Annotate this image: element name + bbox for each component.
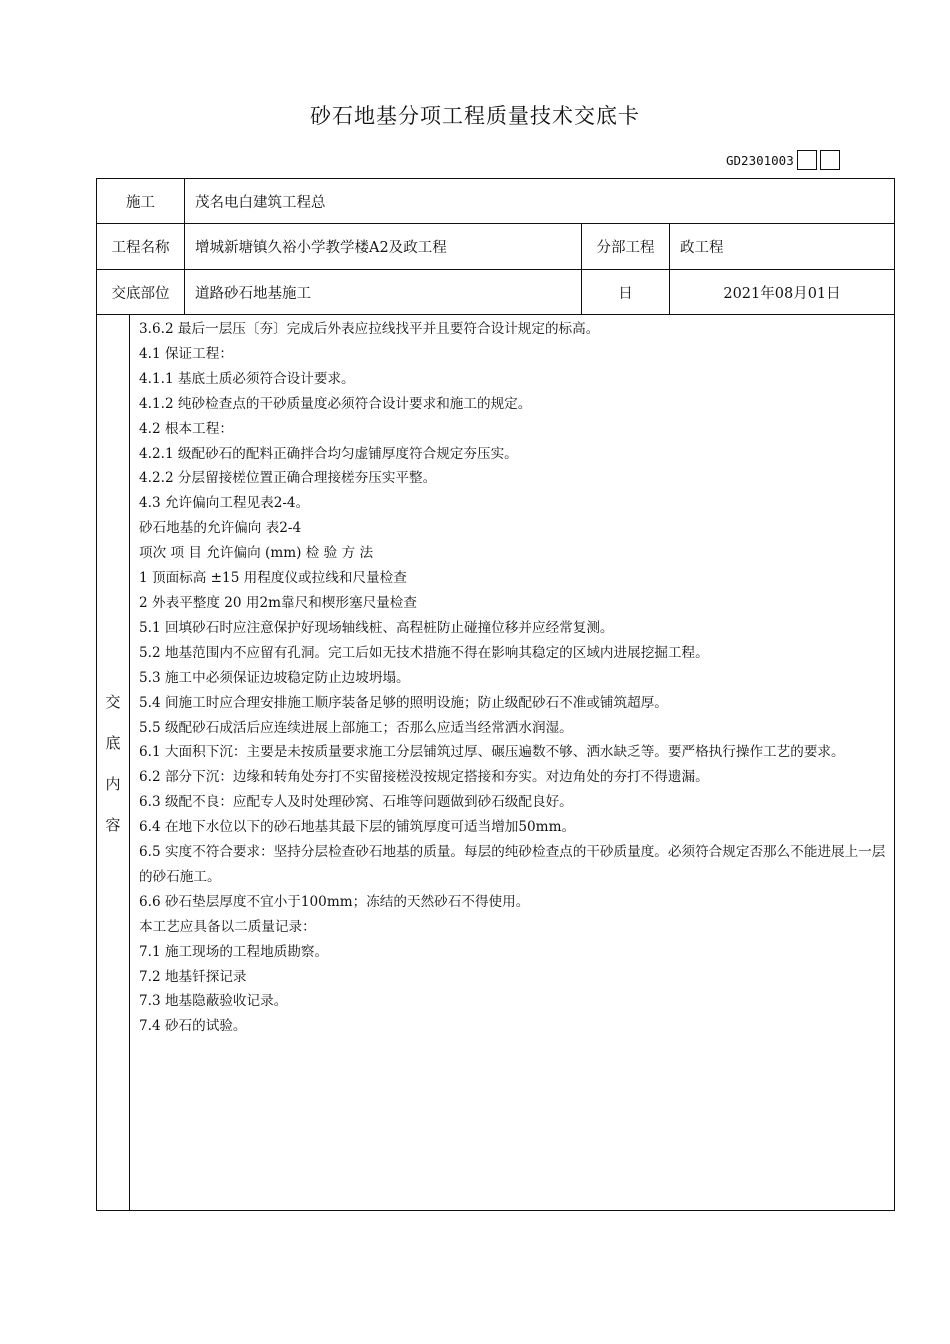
content-line: 5.4 间施工时应合理安排施工顺序装备足够的照明设施；防止级配砂石不准或铺筑超厚。 [139,694,668,711]
content-line: 4.2.2 分层留接槎位置正确合理接槎夯压实平整。 [139,470,437,487]
construction-label: 施工 [97,179,185,224]
location-row [97,270,895,315]
construction-row [97,179,895,224]
content-side-label [97,315,130,1211]
content-line: 4.3 允许偏向工程见表2-4。 [139,495,310,512]
construction-value: 茂名电白建筑工程总 [185,179,895,224]
content-line: 3.6.2 最后一层压〔夯〕完成后外表应拉线找平并且要符合设计规定的标高。 [139,321,600,337]
side-char: 交 [105,692,121,711]
document-title: 砂石地基分项工程质量技术交底卡 [310,104,640,128]
date-value: 2021年08月01日 [670,270,895,315]
content-line: 砂石地基的允许偏向 表2-4 [139,520,302,537]
content-line: 本工艺应具备以二质量记录： [139,918,316,935]
code-checkbox-1 [797,150,817,170]
location-label: 交底部位 [97,270,185,315]
project-name-value: 增城新塘镇久裕小学教学楼A2及政工程 [185,224,582,270]
document-code: GD2301003 [726,152,794,168]
content-line: 4.2.1 级配砂石的配料正确拌合均匀虚铺厚度符合规定夯压实。 [139,445,518,462]
content-line: 项次 项 目 允许偏向 (mm) 检 验 方 法 [139,545,374,562]
side-char: 容 [105,815,121,834]
content-line: 4.1.2 纯砂检查点的干砂质量度必须符合设计要求和施工的规定。 [139,395,532,412]
content-line: 6.6 砂石垫层厚度不宜小于100mm；冻结的天然砂石不得使用。 [139,893,530,910]
content-line: 6.5 实度不符合要求：坚持分层检查砂石地基的质量。每层的纯砂检查点的干砂质量度。必须符合规定否那么不能进展上一层的砂石施工。 [139,844,886,885]
content-line: 6.3 级配不良：应配专人及时处理砂窝、石堆等问题做到砂石级配良好。 [139,794,573,811]
content-line: 7.4 砂石的试验。 [139,1018,247,1035]
content-line: 5.5 级配砂石成活后应连续进展上部施工；否那么应适当经常洒水润湿。 [139,719,573,736]
content-line: 4.1.1 基底土质必须符合设计要求。 [139,370,355,387]
side-char: 底 [105,733,121,752]
content-line: 6.4 在地下水位以下的砂石地基其最下层的铺筑厚度可适当增加50mm。 [139,819,576,836]
content-line: 5.2 地基范围内不应留有孔洞。完工后如无技术措施不得在影响其稳定的区域内进展挖掘工程。 [139,644,709,661]
disclosure-card-table [96,178,895,1211]
location-value: 道路砂石地基施工 [185,270,582,315]
sub-project-label: 分部工程 [582,224,670,270]
project-name-label: 工程名称 [97,224,185,270]
code-checkbox-2 [820,150,840,170]
content-line: 6.2 部分下沉：边缘和转角处夯打不实留接槎没按规定搭接和夯实。对边角处的夯打不得遗漏。 [139,769,709,786]
content-line: 7.2 地基钎探记录 [139,968,247,985]
content-line: 7.1 施工现场的工程地质勘察。 [139,943,329,960]
content-line: 4.2 根本工程： [139,420,233,437]
content-line: 1 顶面标高 ±15 用程度仪或拉线和尺量检查 [139,570,407,587]
document-code-row [726,149,840,171]
content-line: 6.1 大面积下沉：主要是未按质量要求施工分层铺筑过厚、碾压遍数不够、洒水缺乏等。要严格执行操作工艺的要求。 [139,744,845,761]
content-line: 5.1 回填砂石时应注意保护好现场轴线桩、高程桩防止碰撞位移并应经常复测。 [139,619,614,636]
sub-project-value: 政工程 [670,224,895,270]
content-line: 5.3 施工中必须保证边坡稳定防止边坡坍塌。 [139,669,410,686]
content-row [97,315,895,1211]
content-line: 4.1 保证工程： [139,345,233,362]
date-label: 日 [582,270,670,315]
content-body [130,315,895,1211]
side-char: 内 [105,774,121,793]
content-line: 7.3 地基隐蔽验收记录。 [139,993,288,1010]
project-row [97,224,895,270]
content-line: 2 外表平整度 20 用2m靠尺和楔形塞尺量检查 [139,594,417,611]
